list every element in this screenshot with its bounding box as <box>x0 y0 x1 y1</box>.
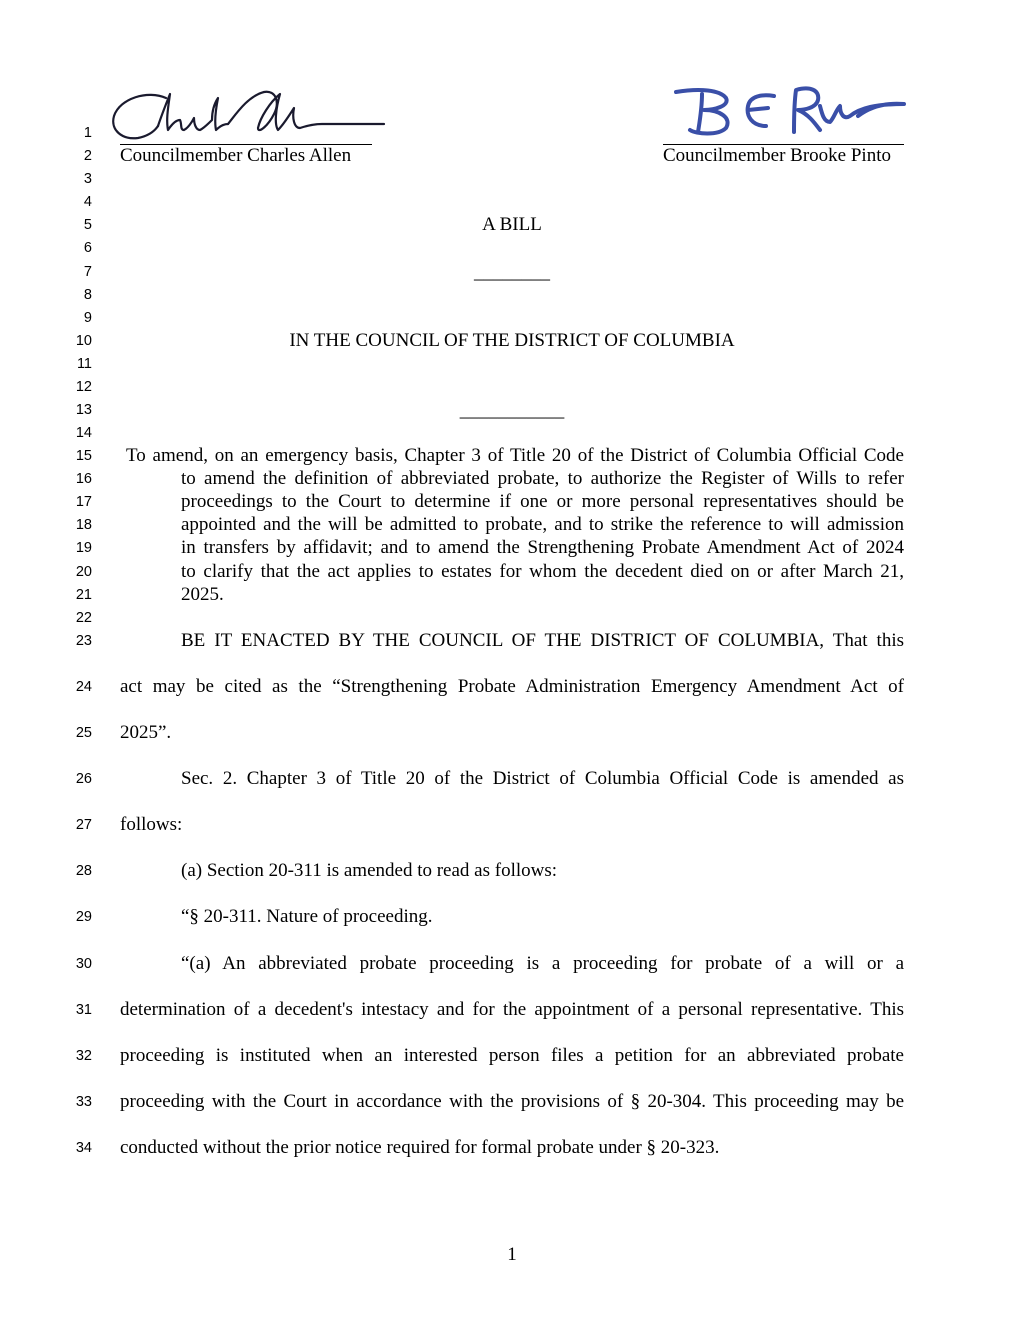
line-number: 3 <box>83 171 92 187</box>
paragraph-line: “(a) An abbreviated probate proceeding is a proceeding for probate of a will or a <box>181 953 904 974</box>
line-number: 25 <box>75 725 92 741</box>
line-number: 27 <box>75 817 92 833</box>
left-signatory-name: Councilmember Charles Allen <box>120 145 352 166</box>
line-number: 30 <box>75 956 92 972</box>
line-number: 19 <box>75 540 92 556</box>
section-2-line: Sec. 2. Chapter 3 of Title 20 of the District of Columbia Official Code is amended as <box>181 768 904 789</box>
line-number: 15 <box>75 448 92 464</box>
line-number: 18 <box>75 517 92 533</box>
bill-heading: A BILL <box>482 214 542 235</box>
line-number: 22 <box>75 610 92 626</box>
paragraph-line: determination of a decedent's intestacy and for the appointment of a personal representative. This <box>120 999 904 1020</box>
enacting-clause-line: act may be cited as the “Strengthening Probate Administration Emergency Amendment Act of <box>120 676 904 697</box>
line-number: 21 <box>75 587 92 603</box>
page-number: 1 <box>507 1244 517 1265</box>
section-heading: “§ 20-311. Nature of proceeding. <box>181 906 433 927</box>
line-number: 33 <box>75 1094 92 1110</box>
enacting-clause-line: BE IT ENACTED BY THE COUNCIL OF THE DISTRICT OF COLUMBIA, That this <box>181 630 904 651</box>
line-number: 4 <box>83 194 92 210</box>
line-number: 20 <box>75 564 92 580</box>
bill-number-blank: ________ <box>474 262 550 283</box>
line-number: 12 <box>75 379 92 395</box>
line-number: 24 <box>75 679 92 695</box>
line-number: 5 <box>83 217 92 233</box>
date-blank: ___________ <box>459 400 565 421</box>
line-number: 29 <box>75 909 92 925</box>
long-title-line: appointed and the will be admitted to probate, and to strike the reference to will admission <box>181 514 904 535</box>
long-title-line: to amend the definition of abbreviated probate, to authorize the Register of Wills to refer <box>181 468 904 489</box>
paragraph-line: proceeding with the Court in accordance with the provisions of § 20-304. This proceeding may be <box>120 1091 904 1112</box>
line-number: 7 <box>83 264 92 280</box>
signature-right <box>670 80 910 140</box>
line-number: 11 <box>76 356 92 372</box>
long-title-line: to clarify that the act applies to estates for whom the decedent died on or after March 21, <box>181 561 904 582</box>
line-number: 28 <box>75 863 92 879</box>
line-number: 8 <box>83 287 92 303</box>
long-title-line: proceedings to the Court to determine if one or more personal representatives should be <box>181 491 904 512</box>
long-title-line: in transfers by affidavit; and to amend the Strengthening Probate Amendment Act of 2024 <box>181 537 904 558</box>
right-signatory-name: Councilmember Brooke Pinto <box>663 145 891 166</box>
line-number: 14 <box>75 425 92 441</box>
line-number: 1 <box>83 125 92 141</box>
line-number: 31 <box>75 1002 92 1018</box>
line-number: 26 <box>75 771 92 787</box>
line-number: 32 <box>75 1048 92 1064</box>
line-number: 17 <box>75 494 92 510</box>
line-number: 9 <box>83 310 92 326</box>
line-number: 13 <box>75 402 92 418</box>
council-heading: IN THE COUNCIL OF THE DISTRICT OF COLUMBIA <box>289 330 735 351</box>
section-2-line: follows: <box>120 814 183 835</box>
paragraph-line: proceeding is instituted when an interested person files a petition for an abbreviated probate <box>120 1045 904 1066</box>
long-title-line: To amend, on an emergency basis, Chapter 3 of Title 20 of the District of Columbia Official Code <box>126 445 904 466</box>
line-number: 34 <box>75 1140 92 1156</box>
subsection-a: (a) Section 20-311 is amended to read as follows: <box>181 860 558 881</box>
long-title-line: 2025. <box>181 584 224 605</box>
paragraph-line: conducted without the prior notice required for formal probate under § 20-323. <box>120 1137 720 1158</box>
line-number: 23 <box>75 633 92 649</box>
line-number: 10 <box>75 333 92 349</box>
line-number: 16 <box>75 471 92 487</box>
enacting-clause-line: 2025”. <box>120 722 172 743</box>
line-number: 2 <box>83 148 92 164</box>
line-number: 6 <box>83 240 92 256</box>
signature-left <box>108 84 393 146</box>
